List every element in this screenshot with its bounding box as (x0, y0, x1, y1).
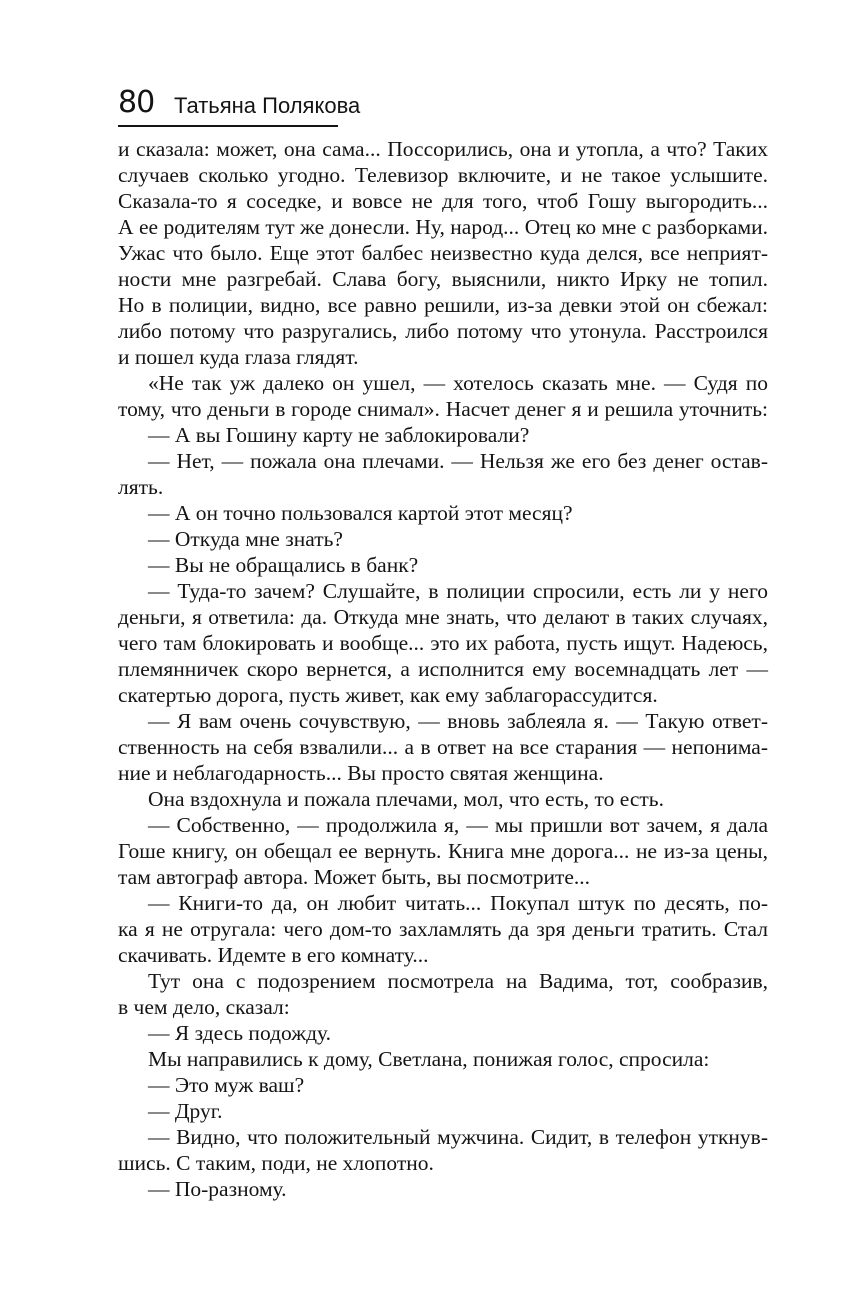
text-line: шись. С таким, поди, не хлопотно. (118, 1151, 434, 1175)
body-text (118, 136, 768, 1202)
text-line: — Видно, что положительный мужчина. Сидит, в телефон уткнув- (148, 1125, 768, 1149)
text-line: — Нет, — пожала она плечами. — Нельзя же его без денег остав- (148, 449, 768, 473)
text-line: ка я не отругала: чего дом-то захламлять да зря деньги тратить. Стал (118, 917, 768, 941)
text-line: ние и неблагодарность... Вы просто святая женщина. (118, 761, 604, 785)
text-line: Она вздохнула и пожала плечами, мол, что есть, то есть. (148, 787, 664, 811)
header-rule (118, 125, 338, 127)
text-line: скачивать. Идемте в его комнату... (118, 943, 429, 967)
text-line: — Я вам очень сочувствую, — вновь заблеяла я. — Такую ответ- (148, 709, 768, 733)
text-line: Сказала-то я соседке, и вовсе не для того, чтоб Гошу выгородить... (118, 189, 768, 213)
text-line: деньги, я ответила: да. Откуда мне знать, что делают в таких случаях, (118, 605, 768, 629)
page-number: 80 (118, 85, 155, 120)
text-line: — Туда-то зачем? Слушайте, в полиции спросили, есть ли у него (148, 579, 768, 603)
text-line: «Не так уж далеко он ушел, — хотелось сказать мне. — Судя по (148, 371, 768, 395)
text-line: Мы направились к дому, Светлана, понижая голос, спросила: (148, 1047, 710, 1071)
text-line: ности мне разгребай. Слава богу, выяснили, никто Ирку не топил. (118, 267, 768, 291)
text-line: тому, что деньги в городе снимал». Насчет денег я и решила уточнить: (118, 397, 768, 421)
text-line: А ее родителям тут же донесли. Ну, народ... Отец ко мне с разборками. (118, 215, 768, 239)
text-line: — Друг. (148, 1099, 223, 1123)
text-line: Ужас что было. Еще этот балбес неизвестно куда делся, все неприят- (118, 241, 768, 265)
text-line: скатертью дорога, пусть живет, как ему заблагорассудится. (118, 683, 658, 707)
text-line: — Я здесь подожду. (148, 1021, 331, 1045)
text-line: — Откуда мне знать? (148, 527, 343, 551)
text-line: случаев сколько угодно. Телевизор включите, и не такое услышите. (118, 163, 768, 187)
text-line: Но в полиции, видно, все равно решили, из-за девки этой он сбежал: (118, 293, 768, 317)
text-line: в чем дело, сказал: (118, 995, 290, 1019)
running-head-author: Татьяна Полякова (174, 93, 361, 118)
text-line: племянничек скоро вернется, а исполнится ему восемнадцать лет — (118, 657, 768, 681)
text-line: либо потому что разругались, либо потому что утонула. Расстроился (118, 319, 768, 343)
text-line: — Собственно, — продолжила я, — мы пришли вот зачем, я дала (148, 813, 768, 837)
text-line: — А он точно пользовался картой этот месяц? (148, 501, 573, 525)
text-line: Тут она с подозрением посмотрела на Вадима, тот, сообразив, (148, 969, 768, 993)
text-line: — Вы не обращались в банк? (148, 553, 419, 577)
text-line: там автограф автора. Может быть, вы посмотрите... (118, 865, 591, 889)
text-line: — По-разному. (148, 1177, 287, 1201)
text-line: чего там блокировать и вообще... это их работа, пусть ищут. Надеюсь, (118, 631, 768, 655)
text-line: ственность на себя взвалили... а в ответ на все старания — непонима- (118, 735, 768, 759)
text-line: лять. (118, 475, 164, 499)
text-line: и пошел куда глаза глядят. (118, 345, 359, 369)
text-line: — Книги-то да, он любит читать... Покупал штук по десять, по- (148, 891, 768, 915)
text-line: — А вы Гошину карту не заблокировали? (148, 423, 530, 447)
text-line: Гоше книгу, он обещал ее вернуть. Книга мне дорога... не из-за цены, (118, 839, 768, 863)
text-line: — Это муж ваш? (148, 1073, 305, 1097)
text-line: и сказала: может, она сама... Поссорились, она и утопла, а что? Таких (118, 137, 768, 161)
